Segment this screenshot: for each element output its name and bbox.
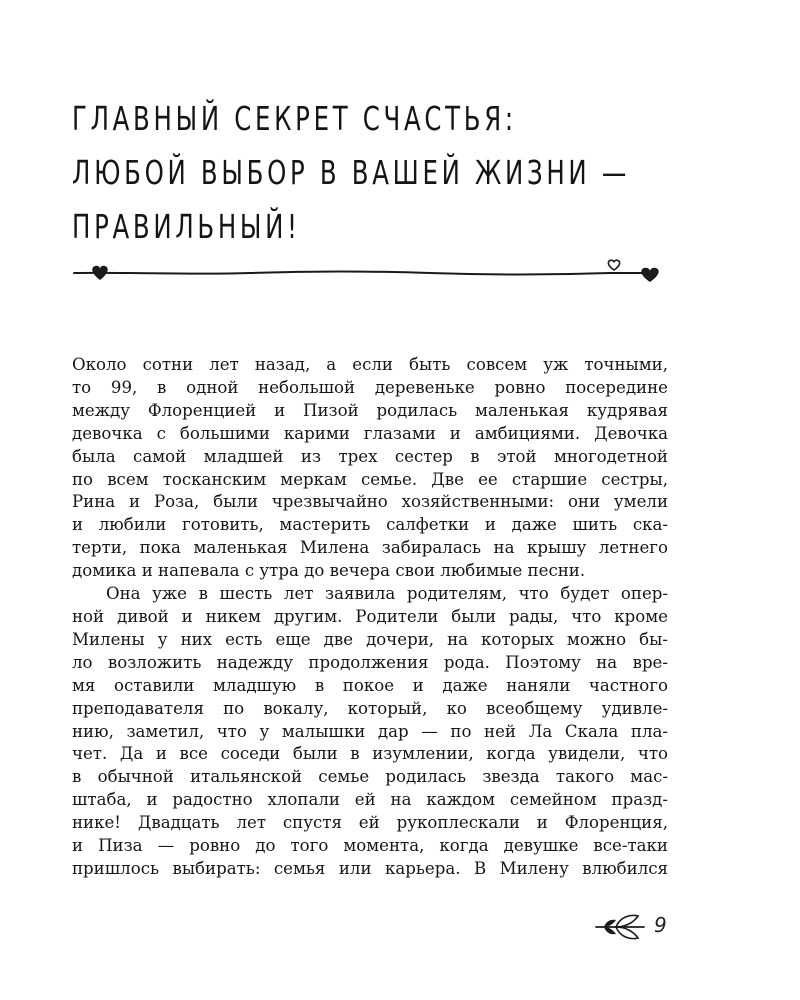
text-line: нике! Двадцать лет спустя ей рукоплескали и Флоренция, bbox=[72, 813, 668, 833]
heart-divider-icon bbox=[70, 252, 670, 288]
text-line: чет. Да и все соседи были в изумлении, когда увидели, что bbox=[72, 744, 668, 764]
text-line: Она уже в шесть лет заявила родителям, что будет опер- bbox=[106, 584, 668, 604]
chapter-heading bbox=[72, 92, 630, 254]
text-line: Милены у них есть еще две дочери, на которых можно бы- bbox=[72, 629, 668, 649]
text-line: Рина и Роза, были чрезвычайно хозяйственными: они умели bbox=[72, 492, 668, 512]
text-line: мя оставили младшую в покое и даже наняли частного bbox=[72, 675, 668, 695]
heading-line-3: ПРАВИЛЬНЫЙ! bbox=[72, 207, 301, 246]
body-text bbox=[72, 354, 668, 881]
leaf-sprig-icon bbox=[592, 912, 648, 942]
text-line: то 99, в одной небольшой деревеньке ровно посередине bbox=[72, 377, 668, 397]
text-line: домика и напевала с утра до вечера свои любимые песни. bbox=[72, 561, 586, 581]
text-line: штаба, и радостно хлопали ей на каждом семейном празд- bbox=[72, 790, 668, 810]
text-line: по всем тосканским меркам семье. Две ее старшие сестры, bbox=[72, 469, 668, 489]
text-line: и Пиза — ровно до того момента, когда девушке все-таки bbox=[72, 836, 668, 856]
text-line: девочка с большими карими глазами и амбициями. Девочка bbox=[72, 423, 668, 443]
text-line: в обычной итальянской семье родилась звезда такого мас- bbox=[72, 767, 668, 787]
text-line: была самой младшей из трех сестер в этой многодетной bbox=[72, 446, 668, 466]
text-line: нию, заметил, что у малышки дар — по ней Ла Скала пла- bbox=[72, 721, 668, 741]
text-line: ло возложить надежду продолжения рода. Поэтому на вре- bbox=[72, 652, 668, 672]
heading-line-1: ГЛАВНЫЙ СЕКРЕТ СЧАСТЬЯ: bbox=[72, 99, 517, 138]
text-line: и любили готовить, мастерить салфетки и даже шить ска- bbox=[72, 515, 668, 535]
page-number: 9 bbox=[654, 913, 667, 937]
text-line: между Флоренцией и Пизой родилась маленькая кудрявая bbox=[72, 400, 668, 420]
text-line: ной дивой и никем другим. Родители были рады, что кроме bbox=[72, 606, 668, 626]
text-line: терти, пока маленькая Милена забиралась на крышу летнего bbox=[72, 538, 668, 558]
text-line: пришлось выбирать: семья или карьера. В Милену влюбился bbox=[72, 858, 668, 878]
text-line: преподавателя по вокалу, который, ко всеобщему удивле- bbox=[72, 698, 668, 718]
page-footer bbox=[592, 910, 682, 946]
heading-line-2: ЛЮБОЙ ВЫБОР В ВАШЕЙ ЖИЗНИ — bbox=[72, 153, 630, 192]
text-line: Около сотни лет назад, а если быть совсем уж точными, bbox=[72, 355, 668, 374]
